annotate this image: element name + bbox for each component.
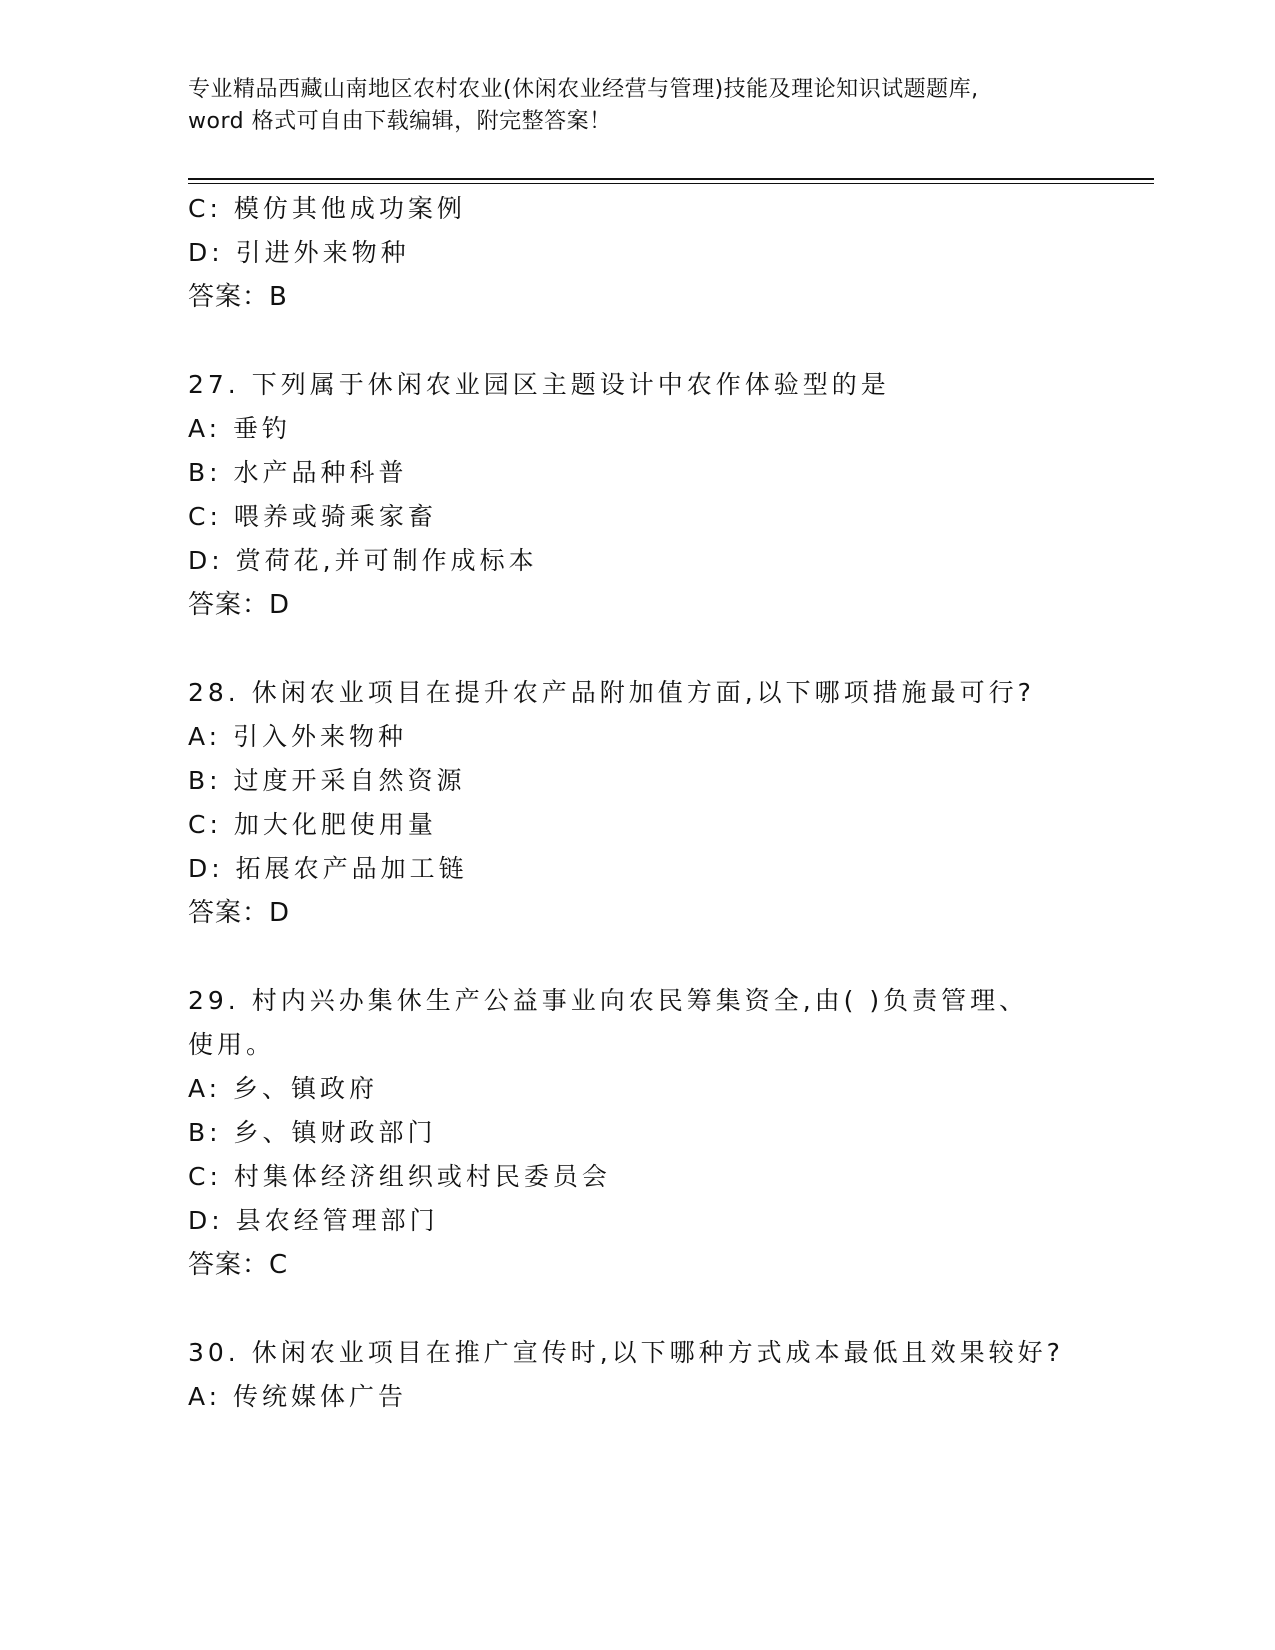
q28-option-d: D: 拓展农产品加工链: [188, 854, 468, 883]
q28-option-a: A: 引入外来物种: [188, 722, 408, 751]
header-divider-thick: [188, 178, 1154, 180]
q28-option-c: C: 加大化肥使用量: [188, 810, 437, 839]
q27-option-c: C: 喂养或骑乘家畜: [188, 502, 437, 531]
q27-option-a: A: 垂钓: [188, 414, 292, 443]
q27-option-d: D: 赏荷花,并可制作成标本: [188, 546, 538, 575]
q27-question: 27. 下列属于休闲农业园区主题设计中农作体验型的是: [188, 370, 890, 399]
q26-answer: 答案：B: [188, 282, 288, 312]
q26-option-c: C: 模仿其他成功案例: [188, 194, 466, 223]
q30-question: 30. 休闲农业项目在推广宣传时,以下哪种方式成本最低且效果较好?: [188, 1338, 1064, 1367]
q27-option-b: B: 水产品种科普: [188, 458, 408, 487]
q29-option-b: B: 乡、镇财政部门: [188, 1118, 437, 1147]
header-divider-thin: [188, 183, 1154, 184]
q29-option-a: A: 乡、镇政府: [188, 1074, 379, 1103]
q28-question: 28. 休闲农业项目在提升农产品附加值方面,以下哪项措施最可行?: [188, 678, 1035, 707]
q28-option-b: B: 过度开采自然资源: [188, 766, 466, 795]
q29-question-line-2: 使用。: [188, 1030, 276, 1059]
q29-question-line-1: 29. 村内兴办集休生产公益事业向农民筹集资全,由( )负责管理、: [188, 986, 1029, 1015]
q27-answer: 答案：D: [188, 590, 291, 620]
q29-option-d: D: 县农经管理部门: [188, 1206, 439, 1235]
document-header: [188, 74, 1148, 138]
q26-option-d: D: 引进外来物种: [188, 238, 410, 267]
q29-answer: 答案：C: [188, 1250, 289, 1280]
q29-option-c: C: 村集体经济组织或村民委员会: [188, 1162, 611, 1191]
q30-option-a: A: 传统媒体广告: [188, 1382, 408, 1411]
q28-answer: 答案：D: [188, 898, 291, 928]
header-title-line-1: 专业精品西藏山南地区农村农业(休闲农业经营与管理)技能及理论知识试题题库,: [188, 77, 979, 102]
header-title-line-2: word 格式可自由下载编辑，附完整答案！: [188, 109, 612, 134]
